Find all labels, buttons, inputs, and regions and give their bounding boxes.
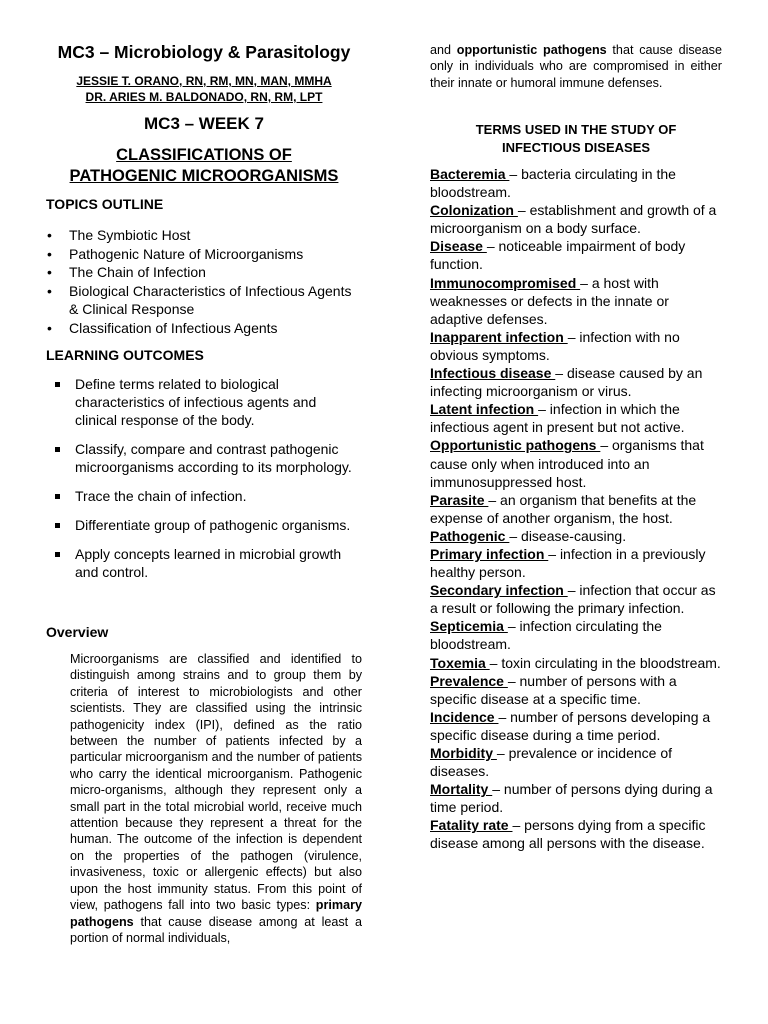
term-name: Bacteremia xyxy=(430,166,510,182)
term-definition: – persons dying from a specific disease among all persons with the disease. xyxy=(430,817,706,852)
page-title-line-2: PATHOGENIC MICROORGANISMS xyxy=(69,167,339,185)
term-name: Primary infection xyxy=(430,545,549,562)
term-definition: – bacteria circulating in the bloodstream. xyxy=(430,166,676,201)
term-definition: – prevalence or incidence of diseases. xyxy=(430,745,672,780)
term-definition: – organisms that cause only when introduced into an immunosuppressed host. xyxy=(430,437,704,490)
term-item xyxy=(430,165,722,201)
term-definition: – disease caused by an infecting microorganism or virus. xyxy=(430,365,703,400)
overview-cont-1: and xyxy=(430,43,457,57)
term-item xyxy=(430,654,722,672)
term-definition: – number of persons with a specific disease at a specific time. xyxy=(430,672,677,707)
term-definition: – number of persons developing a specific disease during a time period. xyxy=(430,708,711,743)
topics-heading: TOPICS OUTLINE xyxy=(46,196,164,212)
term-item xyxy=(430,527,722,545)
term-name: Secondary infection xyxy=(430,582,568,599)
list-item: Apply concepts learned in microbial growth and control. xyxy=(46,545,362,581)
list-item: • The Chain of Infection xyxy=(46,263,362,282)
terms-heading-line-2: INFECTIOUS DISEASES xyxy=(501,140,651,155)
term-name: Incidence xyxy=(430,708,499,725)
term-definition: – infection with no obvious symptoms. xyxy=(430,328,680,363)
term-item xyxy=(430,274,722,328)
term-definition: – noticeable impairment of body function. xyxy=(430,238,686,273)
author-1: JESSIE T. ORANO, RN, RM, MN, MAN, MMHA xyxy=(76,74,332,88)
term-name: Mortality xyxy=(430,781,493,798)
term-definition: – an organism that benefits at the expense of another organism, the host. xyxy=(430,491,697,526)
list-item: • Biological Characteristics of Infectious Agents & Clinical Response xyxy=(46,282,362,319)
term-definition: – infection in a previously healthy person. xyxy=(430,545,706,581)
terms-list xyxy=(430,165,722,853)
list-item: • Pathogenic Nature of Microorganisms xyxy=(46,245,362,264)
term-definition: – establishment and growth of a microorganism on a body surface. xyxy=(430,202,717,237)
term-definition: – infection that occur as a result or following the primary infection. xyxy=(430,582,716,617)
outcomes-list xyxy=(46,375,362,592)
term-item xyxy=(430,491,722,527)
term-name: Opportunistic pathogens xyxy=(430,437,601,454)
primary-pathogens-term: primary pathogens xyxy=(70,898,362,929)
term-item xyxy=(430,364,722,400)
term-definition: – toxin circulating in the bloodstream. xyxy=(489,654,721,671)
terms-heading-line-1: TERMS USED IN THE STUDY OF xyxy=(475,122,677,137)
term-definition: – infection circulating the bloodstream. xyxy=(430,618,662,653)
week-label: MC3 – WEEK 7 xyxy=(144,114,264,133)
topics-list xyxy=(46,226,362,337)
list-item: Classify, compare and contrast pathogenic microorganisms according to its morphology. xyxy=(46,440,362,476)
term-item xyxy=(430,237,722,273)
term-name: Disease xyxy=(430,238,487,255)
page-title-line-1: CLASSIFICATIONS OF xyxy=(116,146,292,164)
overview-paragraph xyxy=(70,651,362,946)
overview-text-2: that cause disease among at least a portion of normal individuals, xyxy=(70,914,362,945)
term-name: Morbidity xyxy=(430,745,497,761)
term-item xyxy=(430,201,722,237)
term-item xyxy=(430,436,722,490)
list-item: • Classification of Infectious Agents xyxy=(46,319,362,338)
term-name: Parasite xyxy=(430,491,489,508)
term-name: Immunocompromised xyxy=(430,274,581,291)
term-definition: – infection in which the infectious agent in present but not active. xyxy=(430,401,685,436)
terms-heading xyxy=(430,121,722,157)
list-item: Define terms related to biological characteristics of infectious agents and clinical response of the body. xyxy=(46,375,362,429)
term-name: Septicemia xyxy=(430,618,508,635)
term-name: Fatality rate xyxy=(430,817,513,834)
term-definition: – number of persons dying during a time period. xyxy=(430,781,713,816)
overview-text: Microorganisms are classified and identified to distinguish among strains and to group them by criteria of interest to microbiologists and other scientists. They are classified using the intrinsic pathogenicity index (IPI), defined as the ratio between the number of patients infected by a particular microorganism and the number of patients who carry the identical microorganism. Pathogenic micro-organisms, although they represent only a small part in the total microbial world, receive much attention because they represent a threat for the human. The outcome of the infection is dependent on the properties of the pathogen (virulence, invasiveness, toxic or allergenic effects) but also upon the host immunity status. From this point of view, pathogens fall into two basic types: xyxy=(70,652,362,913)
term-name: Pathogenic xyxy=(430,527,510,544)
outcomes-heading: LEARNING OUTCOMES xyxy=(46,347,204,363)
term-name: Colonization xyxy=(430,202,518,219)
term-name: Inapparent infection xyxy=(430,328,568,345)
term-item xyxy=(430,816,722,852)
term-name: Prevalence xyxy=(430,672,508,689)
course-title: MC3 – Microbiology & Parasitology xyxy=(57,42,351,62)
list-item: Differentiate group of pathogenic organisms. xyxy=(46,516,362,534)
term-item xyxy=(430,328,722,364)
term-item xyxy=(430,545,722,581)
term-definition: – disease-causing. xyxy=(509,527,627,544)
overview-heading: Overview xyxy=(46,624,109,640)
term-name: Infectious disease xyxy=(430,365,556,382)
overview-cont-2: that cause disease only in individuals who are compromised in either their innate or humoral immune defenses. xyxy=(430,43,722,90)
term-item xyxy=(430,708,722,744)
list-item: • The Symbiotic Host xyxy=(46,226,362,245)
term-item xyxy=(430,400,722,436)
term-item xyxy=(430,780,722,816)
list-item: Trace the chain of infection. xyxy=(46,487,362,505)
term-definition: – a host with weaknesses or defects in the innate or adaptive defenses. xyxy=(430,274,669,327)
term-name: Latent infection xyxy=(430,401,539,418)
term-item xyxy=(430,744,722,780)
author-2: DR. ARIES M. BALDONADO, RN, RM, LPT xyxy=(85,90,323,104)
opportunistic-pathogens-term: opportunistic pathogens xyxy=(456,43,607,57)
term-item xyxy=(430,672,722,708)
authors xyxy=(46,73,362,105)
term-item xyxy=(430,581,722,617)
term-item xyxy=(430,617,722,653)
page-title xyxy=(46,145,362,187)
term-name: Toxemia xyxy=(430,654,490,671)
overview-continued xyxy=(430,42,722,91)
